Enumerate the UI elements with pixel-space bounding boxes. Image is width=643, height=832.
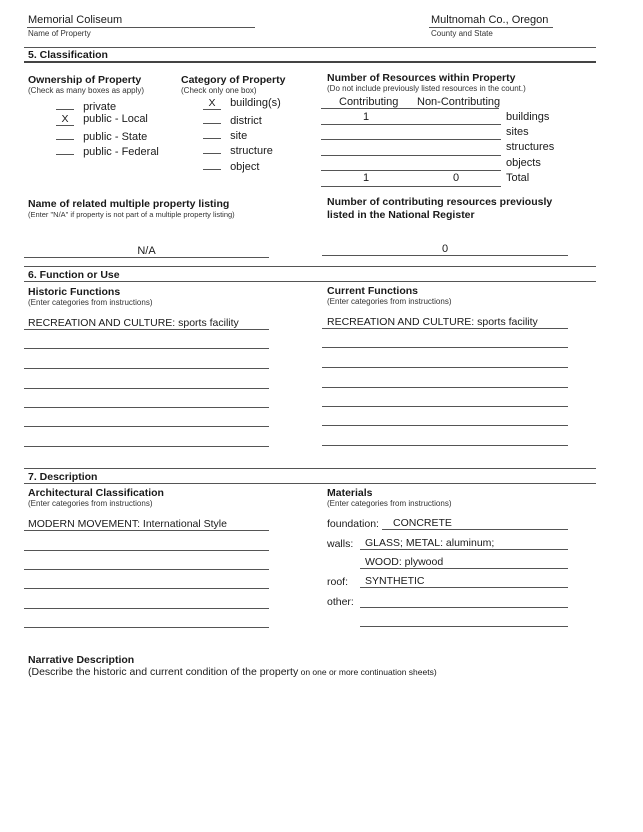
row-rule	[321, 186, 501, 187]
architectural-hint: (Enter categories from instructions)	[28, 499, 153, 508]
section5-bottom-rule	[24, 61, 596, 63]
checkbox-blank[interactable]	[56, 128, 74, 140]
row-rule	[321, 124, 501, 125]
narrative-title: Narrative Description	[28, 654, 135, 666]
checkbox-blank[interactable]	[56, 143, 74, 155]
section6-top-rule	[24, 266, 596, 267]
material-value-walls[interactable]: GLASS; METAL: aluminum;	[365, 537, 495, 549]
entry-line[interactable]	[24, 407, 269, 408]
architectural-title: Architectural Classification	[28, 487, 164, 499]
narrative-hint-small: on one or more continuation sheets)	[298, 667, 437, 677]
entry-line	[24, 329, 269, 330]
category-option-site[interactable]: site	[203, 127, 247, 142]
property-name: Memorial Coliseum	[28, 14, 123, 26]
historic-functions-hint: (Enter categories from instructions)	[28, 298, 153, 307]
entry-line[interactable]	[24, 426, 269, 427]
material-label-foundation: foundation:	[327, 518, 379, 530]
current-functions-title: Current Functions	[327, 285, 418, 297]
entry-line[interactable]	[24, 627, 269, 628]
entry-line[interactable]	[24, 550, 269, 551]
previously-listed-value[interactable]: 0	[441, 243, 449, 255]
row-label-total: Total	[506, 172, 530, 184]
previously-listed-underline	[322, 255, 568, 256]
entry-line[interactable]	[322, 367, 568, 368]
current-function-entry[interactable]: RECREATION AND CULTURE: sports facility	[327, 316, 538, 328]
row-rule	[321, 170, 501, 171]
entry-line[interactable]	[322, 347, 568, 348]
checkbox-blank[interactable]: X	[56, 114, 74, 126]
multiple-listing-title: Name of related multiple property listing	[28, 198, 230, 210]
material-line	[382, 529, 568, 530]
material-label-other: other:	[327, 596, 354, 608]
multiple-listing-hint: (Enter "N/A" if property is not part of a multiple property listing)	[28, 210, 235, 219]
section7-top-rule	[24, 468, 596, 469]
materials-hint: (Enter categories from instructions)	[327, 499, 452, 508]
section7-title: 7. Description	[28, 471, 98, 483]
material-line[interactable]	[360, 626, 568, 627]
historic-functions-title: Historic Functions	[28, 286, 121, 298]
ownership-option-private[interactable]: private	[56, 98, 116, 113]
total-noncontributing[interactable]: 0	[452, 172, 460, 184]
category-option-structure[interactable]: structure	[203, 142, 273, 157]
entry-line[interactable]	[24, 446, 269, 447]
material-value-walls-cont[interactable]: WOOD: plywood	[365, 556, 444, 568]
material-line	[360, 587, 568, 588]
architectural-entry[interactable]: MODERN MOVEMENT: International Style	[28, 518, 227, 530]
material-label-roof: roof:	[327, 576, 349, 588]
property-name-underline	[27, 27, 255, 28]
category-hint: (Check only one box)	[181, 86, 257, 95]
narrative-hint	[28, 666, 437, 678]
multiple-listing-underline	[24, 257, 269, 258]
current-functions-hint: (Enter categories from instructions)	[327, 297, 452, 306]
col-contributing: Contributing	[339, 96, 399, 108]
multiple-listing-value[interactable]: N/A	[137, 245, 156, 257]
row-label-objects: objects	[506, 157, 541, 169]
entry-line[interactable]	[24, 588, 269, 589]
section6-title: 6. Function or Use	[28, 269, 120, 281]
material-line	[360, 549, 568, 550]
property-name-label: Name of Property	[28, 29, 91, 38]
historic-function-entry[interactable]: RECREATION AND CULTURE: sports facility	[28, 317, 239, 329]
material-label-walls: walls:	[327, 538, 354, 550]
total-contributing[interactable]: 1	[362, 172, 370, 184]
ownership-title: Ownership of Property	[28, 74, 142, 86]
county-state: Multnomah Co., Oregon	[431, 14, 549, 26]
checkbox-blank[interactable]	[203, 127, 221, 139]
entry-line	[322, 328, 568, 329]
entry-line[interactable]	[322, 445, 568, 446]
checkbox-blank[interactable]	[203, 142, 221, 154]
resources-hint: (Do not include previously listed resources in the count.)	[327, 84, 526, 93]
entry-line[interactable]	[24, 608, 269, 609]
category-option-object[interactable]: object	[203, 158, 259, 173]
col-noncontributing: Non-Contributing	[417, 96, 501, 108]
row-rule	[321, 139, 501, 140]
ownership-option-public-state[interactable]: public - State	[56, 128, 147, 143]
buildings-contributing[interactable]: 1	[362, 111, 370, 123]
section6-bottom-rule	[24, 281, 596, 282]
checkbox-blank[interactable]: X	[203, 98, 221, 110]
material-value-roof[interactable]: SYNTHETIC	[365, 575, 425, 587]
material-value-foundation[interactable]: CONCRETE	[393, 517, 452, 529]
ownership-option-public-federal[interactable]: public - Federal	[56, 143, 159, 158]
county-state-underline	[429, 27, 553, 28]
checkbox-blank[interactable]	[56, 98, 74, 110]
county-state-label: County and State	[431, 29, 493, 38]
row-label-sites: sites	[506, 126, 529, 138]
ownership-option-public-local[interactable]: X public - Local	[56, 113, 148, 126]
checkbox-blank[interactable]	[203, 158, 221, 170]
category-option-district[interactable]: district	[203, 112, 262, 127]
resources-header-rule	[321, 108, 499, 109]
narrative-hint-main: (Describe the historic and current condition of the property	[28, 666, 299, 678]
category-option-buildings[interactable]: X building(s)	[203, 97, 281, 110]
section5-top-rule	[24, 47, 596, 48]
entry-line[interactable]	[322, 425, 568, 426]
material-line	[360, 568, 568, 569]
entry-line[interactable]	[24, 569, 269, 570]
row-label-buildings: buildings	[506, 111, 550, 123]
entry-line[interactable]	[322, 406, 568, 407]
material-line[interactable]	[360, 607, 568, 608]
resources-title: Number of Resources within Property	[327, 72, 516, 84]
section7-bottom-rule	[24, 483, 596, 484]
checkbox-blank[interactable]	[203, 112, 221, 124]
row-rule	[321, 155, 501, 156]
row-label-structures: structures	[506, 141, 555, 153]
ownership-hint: (Check as many boxes as apply)	[28, 86, 145, 95]
entry-line[interactable]	[24, 368, 269, 369]
entry-line[interactable]	[322, 387, 568, 388]
entry-line[interactable]	[24, 348, 269, 349]
entry-line[interactable]	[24, 388, 269, 389]
entry-line	[24, 530, 269, 531]
section5-title: 5. Classification	[28, 49, 108, 61]
previously-listed-title-2: listed in the National Register	[327, 209, 475, 221]
previously-listed-title-1: Number of contributing resources previously	[327, 196, 553, 208]
materials-title: Materials	[327, 487, 373, 499]
category-title: Category of Property	[181, 74, 286, 86]
